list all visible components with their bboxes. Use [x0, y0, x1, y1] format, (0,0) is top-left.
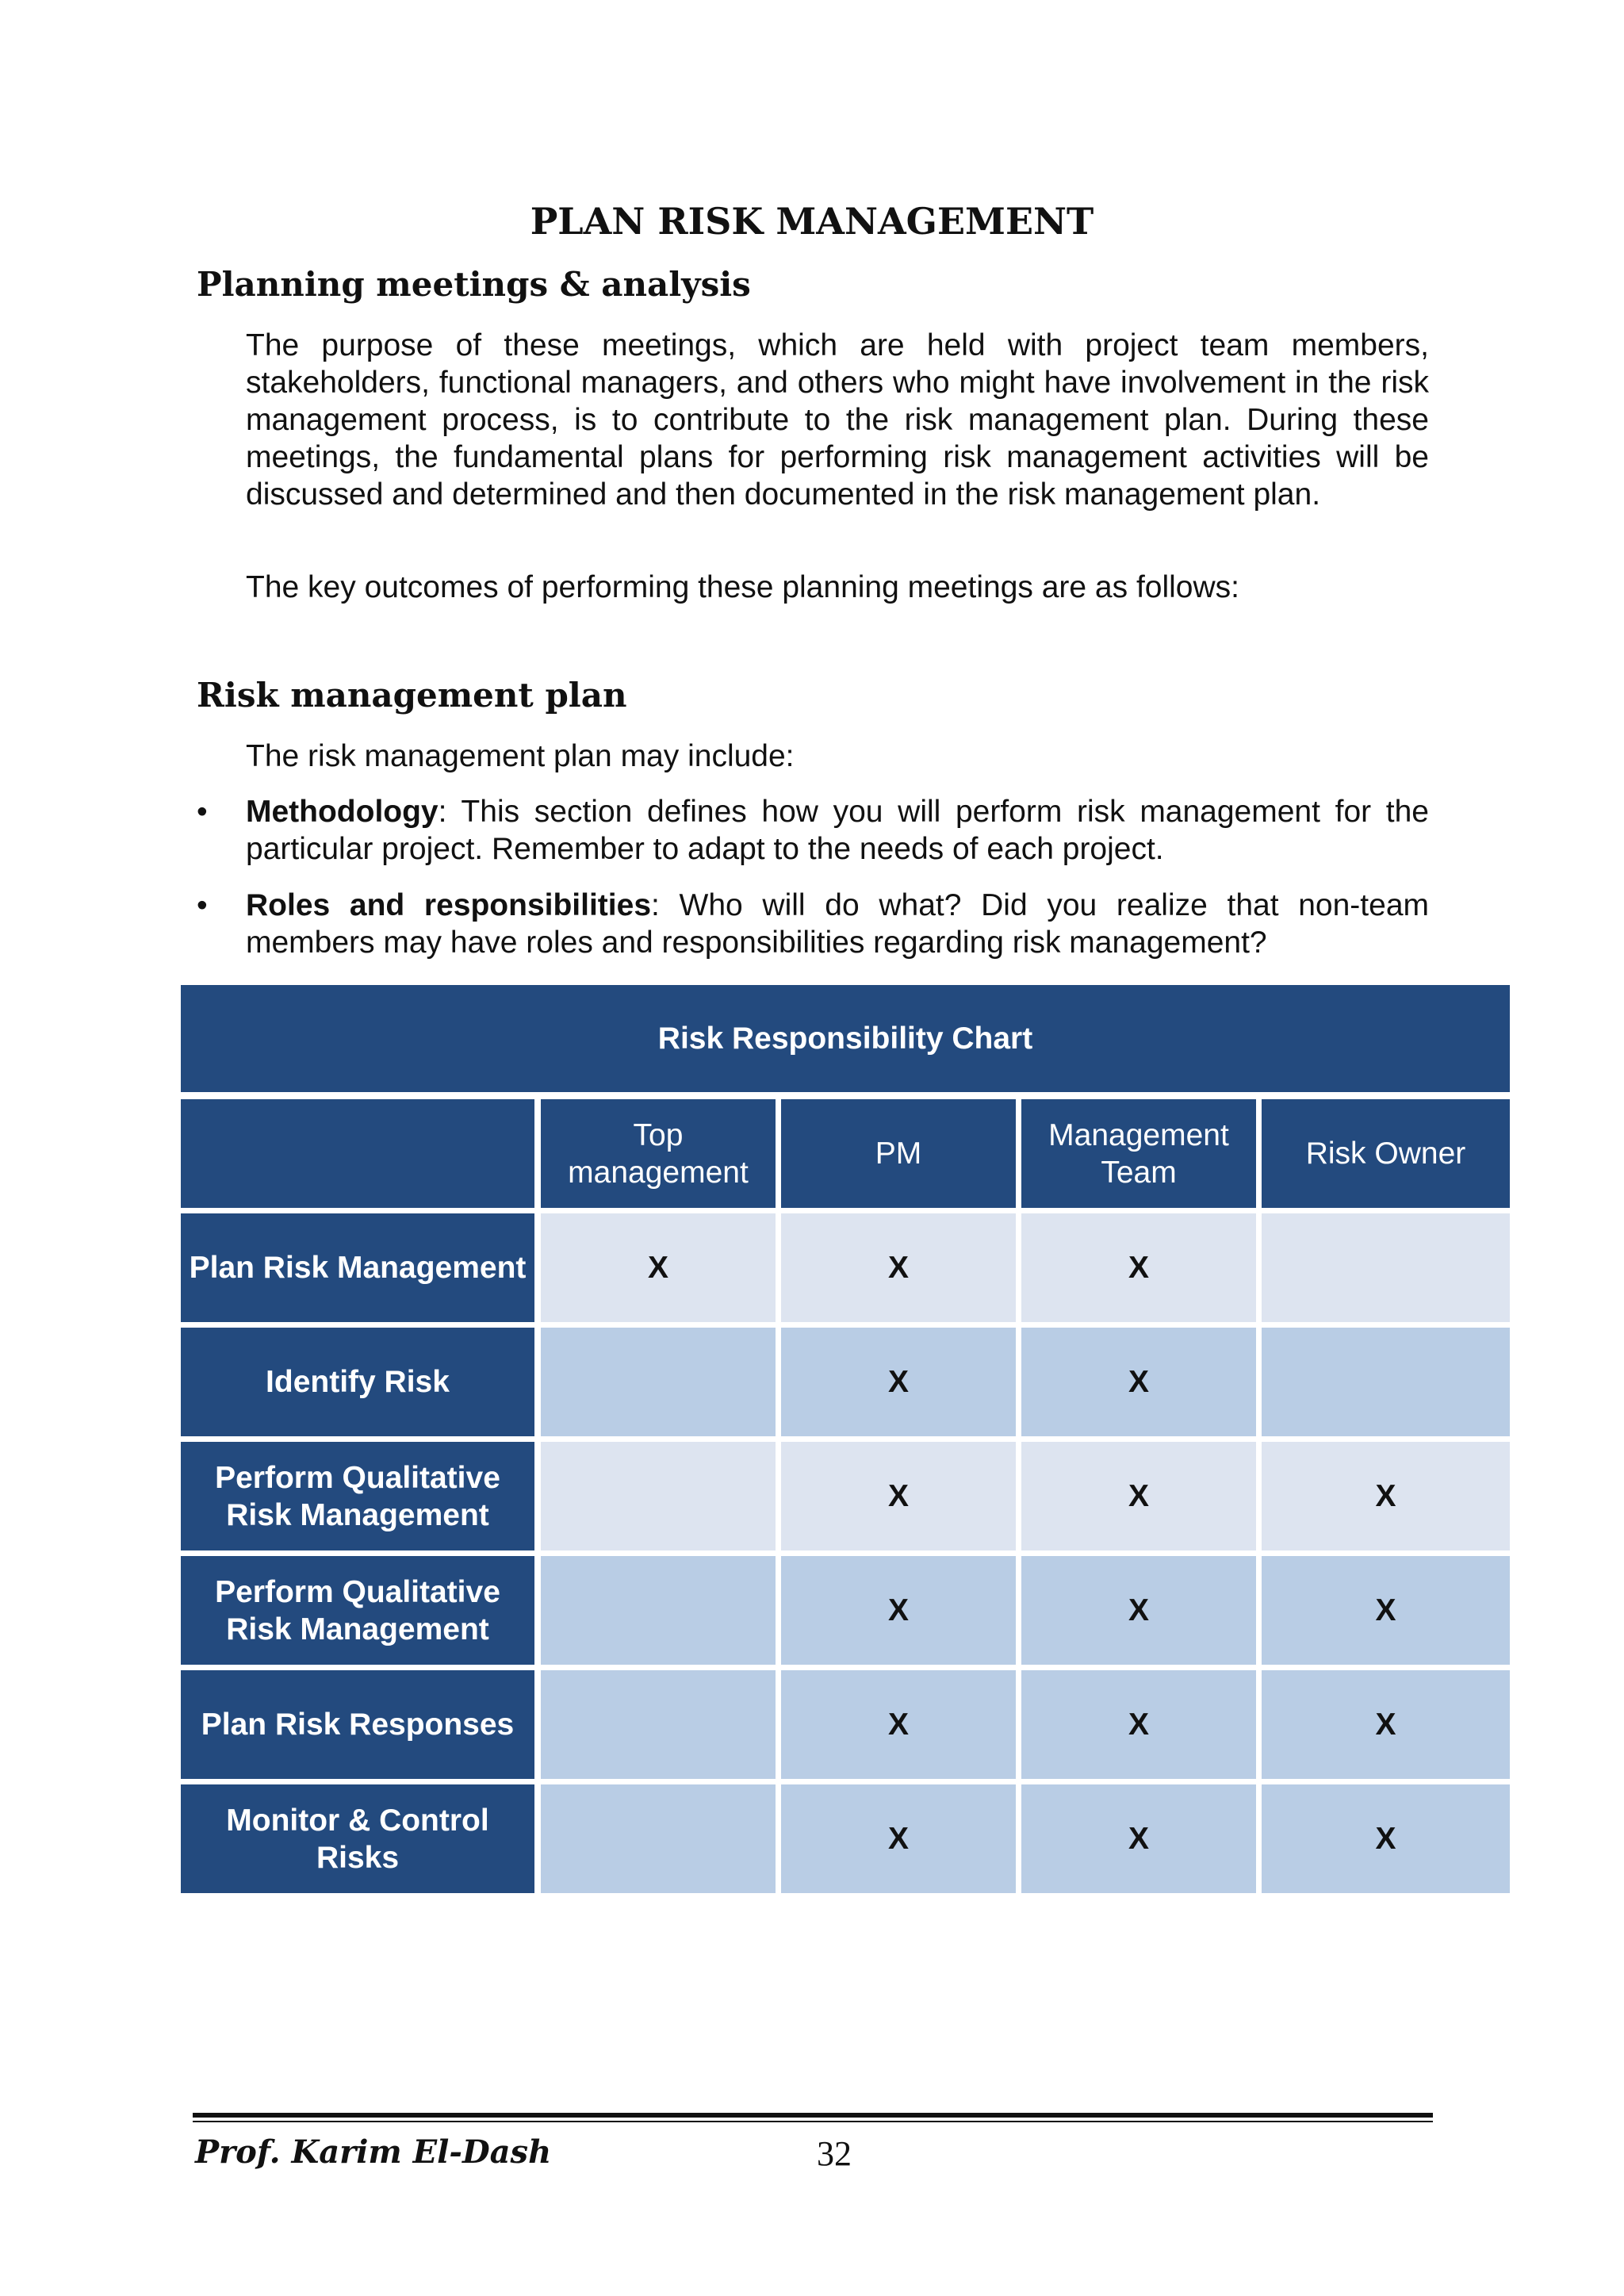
bullet-text: : This section defines how you will perform risk management for the particular project. Remember to adapt to the needs of each project. [246, 795, 1429, 866]
row-header: Plan Risk Management [181, 1213, 534, 1322]
bullet-icon: • [197, 888, 208, 922]
paragraph-line: risk management process, is to contribute to the risk management plan. During [246, 366, 1429, 437]
section-heading-risk-plan: Risk management plan [197, 676, 627, 715]
table-cell: X [1021, 1784, 1256, 1893]
table-cell [1262, 1213, 1510, 1322]
paragraph-line: will be discussed and determined and then documented in the risk management [246, 440, 1429, 512]
table-cell: X [1262, 1670, 1510, 1779]
paragraph-purpose [246, 327, 1429, 513]
bullet-item-roles [197, 887, 1429, 961]
footer-divider [193, 2113, 1433, 2118]
table-cell: X [1021, 1670, 1256, 1779]
table-cell [1262, 1328, 1510, 1436]
table-cell: X [1021, 1442, 1256, 1550]
table-cell: X [1021, 1328, 1256, 1436]
footer-author: Prof. Karim El-Dash [195, 2133, 552, 2171]
table-cell: X [1021, 1556, 1256, 1665]
bullet-term: Methodology [246, 795, 439, 829]
bullet-icon: • [197, 795, 208, 829]
section-heading-planning: Planning meetings & analysis [197, 265, 751, 304]
bullet-term: Roles and responsibilities [246, 888, 652, 922]
table-cell: X [1021, 1213, 1256, 1322]
column-header: Risk Owner [1262, 1099, 1510, 1208]
row-header: Perform Qualitative Risk Management [181, 1442, 534, 1550]
table-cell: X [1262, 1784, 1510, 1893]
paragraph-line: stakeholders, functional managers, and others who might have involvement in the [246, 366, 1381, 400]
table-cell: X [1262, 1442, 1510, 1550]
table-title: Risk Responsibility Chart [181, 985, 1510, 1092]
table-cell: X [781, 1556, 1016, 1665]
table-cell: X [781, 1670, 1016, 1779]
table-cell [541, 1670, 776, 1779]
row-header: Plan Risk Responses [181, 1670, 534, 1779]
table-cell [541, 1442, 776, 1550]
page-number: 32 [817, 2134, 852, 2173]
paragraph-key-outcomes: The key outcomes of performing these planning meetings are as follows: [246, 570, 1239, 604]
table-cell: X [781, 1328, 1016, 1436]
page-title: PLAN RISK MANAGEMENT [530, 200, 1094, 243]
paragraph-line: The purpose of these meetings, which are held with project team members, [246, 328, 1429, 362]
table-cell: X [781, 1784, 1016, 1893]
column-header: Management Team [1021, 1099, 1256, 1208]
table-cell [541, 1784, 776, 1893]
row-header: Identify Risk [181, 1328, 534, 1436]
table-cell: X [541, 1213, 776, 1322]
row-header: Perform Qualitative Risk Management [181, 1556, 534, 1665]
table-corner-cell [181, 1099, 534, 1208]
table-cell: X [1262, 1556, 1510, 1665]
row-header: Monitor & Control Risks [181, 1784, 534, 1893]
footer-divider [193, 2121, 1433, 2122]
table-cell [541, 1328, 776, 1436]
paragraph-intro: The risk management plan may include: [246, 739, 795, 773]
table-cell: X [781, 1213, 1016, 1322]
table-cell: X [781, 1442, 1016, 1550]
bullet-text: : Who will do what? Did you realize that non-team members may have roles and responsibilities regarding risk management? [246, 888, 1429, 960]
paragraph-line: these meetings, the fundamental plans for performing risk management activities [246, 403, 1429, 474]
paragraph-line: plan. [1253, 477, 1321, 512]
bullet-item-methodology [197, 793, 1429, 868]
column-header: PM [781, 1099, 1016, 1208]
column-header: Top management [541, 1099, 776, 1208]
table-cell [541, 1556, 776, 1665]
